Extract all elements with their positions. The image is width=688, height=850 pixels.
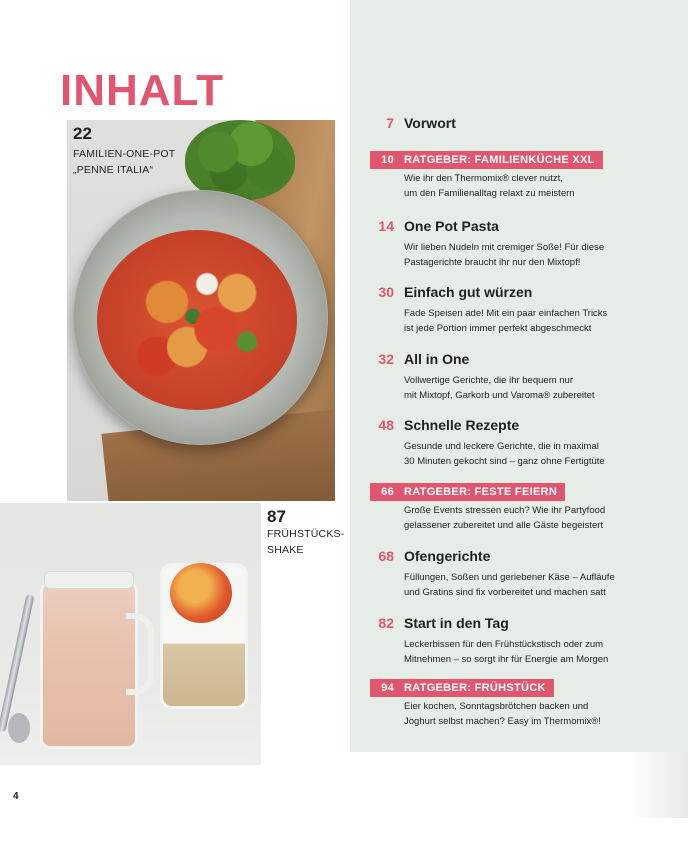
spoon-image [0,594,34,733]
jar-handle-image [126,613,154,695]
toc-description [404,171,575,201]
toc-description [404,439,605,469]
toc-page-number: 30 [378,284,394,300]
toc-description-line: Pastagerichte braucht ihr nur den Mixtopf! [404,257,581,268]
toc-description [404,637,608,667]
photo-caption-line: FRÜHSTÜCKS- [267,528,345,540]
toc-description-line: mit Mixtopf, Garkorb und Varoma® zubereitet [404,390,595,401]
toc-page-number: 14 [378,218,394,234]
peach-image [170,563,232,623]
toc-title: RATGEBER: FAMILIENKÜCHE XXL [404,154,595,166]
toc-description-line: Joghurt selbst machen? Easy im Thermomix®! [404,716,601,727]
photo-caption-line: FAMILIEN-ONE-POT [73,148,176,160]
toc-description [404,699,601,729]
photo-caption-line: SHAKE [267,544,304,556]
toc-description [404,240,604,270]
shake-jar-image [40,578,138,749]
toc-title: Ofengerichte [404,548,491,564]
toc-description-line: um den Familienalltag relaxt zu meistern [404,188,575,199]
toc-description-line: Füllungen, Soßen und geriebener Käse – Aufläufe [404,572,615,583]
page-title: INHALT [60,66,225,115]
toc-description [404,570,615,600]
toc-title: RATGEBER: FRÜHSTÜCK [404,682,546,694]
toc-description-line: Gesunde und leckere Gerichte, die in maximal [404,441,599,452]
toc-description-line: Eier kochen, Sonntagsbrötchen backen und [404,701,589,712]
page-number: 4 [13,791,19,802]
ratgeber-banner [370,151,603,169]
ratgeber-banner [370,679,554,697]
photo-caption-line: „PENNE ITALIA“ [73,164,154,176]
page-curl-shadow [630,752,688,818]
toc-description-line: gelassener zubereitet und alle Gäste begeistert [404,520,604,531]
toc-page-number: 32 [378,351,394,367]
toc-page-number: 10 [381,154,394,166]
toc-description-line: 30 Minuten gekocht sind – ganz ohne Fertigtüte [404,456,605,467]
pasta-photo [67,120,335,501]
toc-page-number: 66 [381,486,394,498]
toc-description-line: Fade Speisen ade! Mit ein paar einfachen Tricks [404,308,608,319]
ratgeber-banner [370,483,565,501]
toc-description [404,503,605,533]
shake-photo [0,503,261,765]
toc-page-number: 68 [378,548,394,564]
penne-image [97,230,297,410]
toc-page-number: 48 [378,417,394,433]
toc-title: One Pot Pasta [404,218,499,234]
toc-description [404,306,607,336]
toc-description-line: Vollwertige Gerichte, die ihr bequem nur [404,375,573,386]
toc-description-line: Wie ihr den Thermomix® clever nutzt, [404,173,563,184]
toc-title: All in One [404,351,470,367]
toc-description-line: ist jede Portion immer perfekt abgeschmeckt [404,323,592,334]
toc-description-line: und Gratins sind fix vorbereitet und machen satt [404,587,606,598]
toc-page-number: 94 [381,682,394,694]
broccoli-image [185,120,295,200]
toc-description-line: Mitnehmen – so sorgt ihr für Energie am Morgen [404,654,609,665]
jar-rim-image [44,571,134,589]
photo-page-number: 22 [73,124,92,143]
toc-title: Schnelle Rezepte [404,417,520,433]
toc-description-line: Große Events stressen euch? Wie ihr Partyfood [404,505,606,516]
toc-page-number: 7 [386,115,394,131]
toc-description-line: Wir lieben Nudeln mit cremiger Soße! Für diese [404,242,605,253]
toc-title: RATGEBER: FESTE FEIERN [404,486,558,498]
toc-title: Vorwort [404,115,456,131]
toc-title: Start in den Tag [404,615,509,631]
toc-page-number: 82 [378,615,394,631]
photo-page-number: 87 [267,507,286,526]
toc-title: Einfach gut würzen [404,284,533,300]
toc-description-line: Leckerbissen für den Frühstückstisch oder zum [404,639,604,650]
spoon-head-image [8,713,30,743]
toc-description [404,373,595,403]
